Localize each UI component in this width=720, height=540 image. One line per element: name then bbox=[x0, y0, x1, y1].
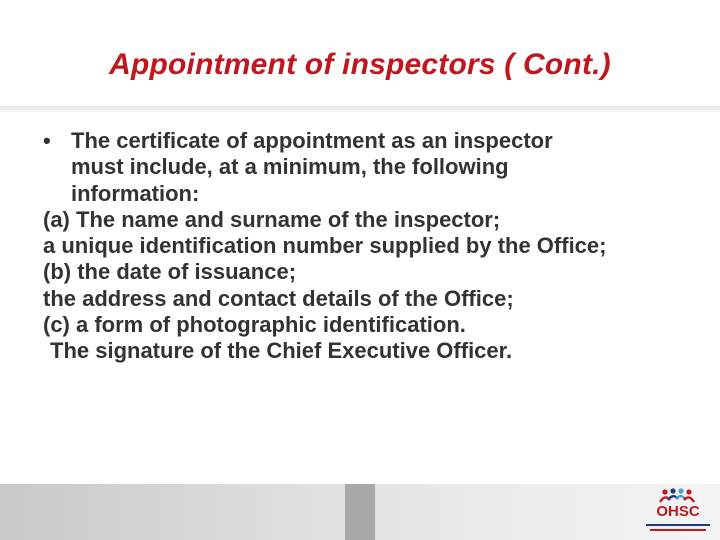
body-line: (b) the date of issuance; bbox=[43, 259, 297, 285]
body-line: a unique identification number supplied by the Office; bbox=[43, 233, 607, 259]
logo-tagline-stripe bbox=[646, 524, 710, 526]
body-line: the address and contact details of the Office; bbox=[43, 285, 514, 311]
bullet-marker: • bbox=[43, 128, 51, 153]
bullet-item bbox=[43, 128, 683, 207]
title-divider bbox=[0, 106, 720, 112]
footer-bar bbox=[0, 484, 720, 540]
body-line: The signature of the Chief Executive Officer. bbox=[50, 338, 513, 364]
bullet-line: The certificate of appointment as an inspector bbox=[71, 128, 553, 153]
bullet-line: information: bbox=[71, 180, 200, 206]
slide-body bbox=[43, 128, 683, 365]
body-line: (c) a form of photographic identification. bbox=[43, 312, 466, 338]
logo-wordmark: OHSC bbox=[656, 503, 700, 520]
logo-tagline-stripe-2 bbox=[650, 529, 706, 531]
bullet-text bbox=[71, 128, 683, 207]
bullet-line: must include, at a minimum, the following bbox=[71, 154, 509, 180]
body-line: (a) The name and surname of the inspector; bbox=[43, 206, 501, 232]
slide-title: Appointment of inspectors ( Cont.) bbox=[109, 48, 611, 81]
footer-accent-block bbox=[345, 484, 375, 540]
logo-people-icon bbox=[640, 488, 716, 504]
ohsc-logo bbox=[640, 488, 716, 538]
